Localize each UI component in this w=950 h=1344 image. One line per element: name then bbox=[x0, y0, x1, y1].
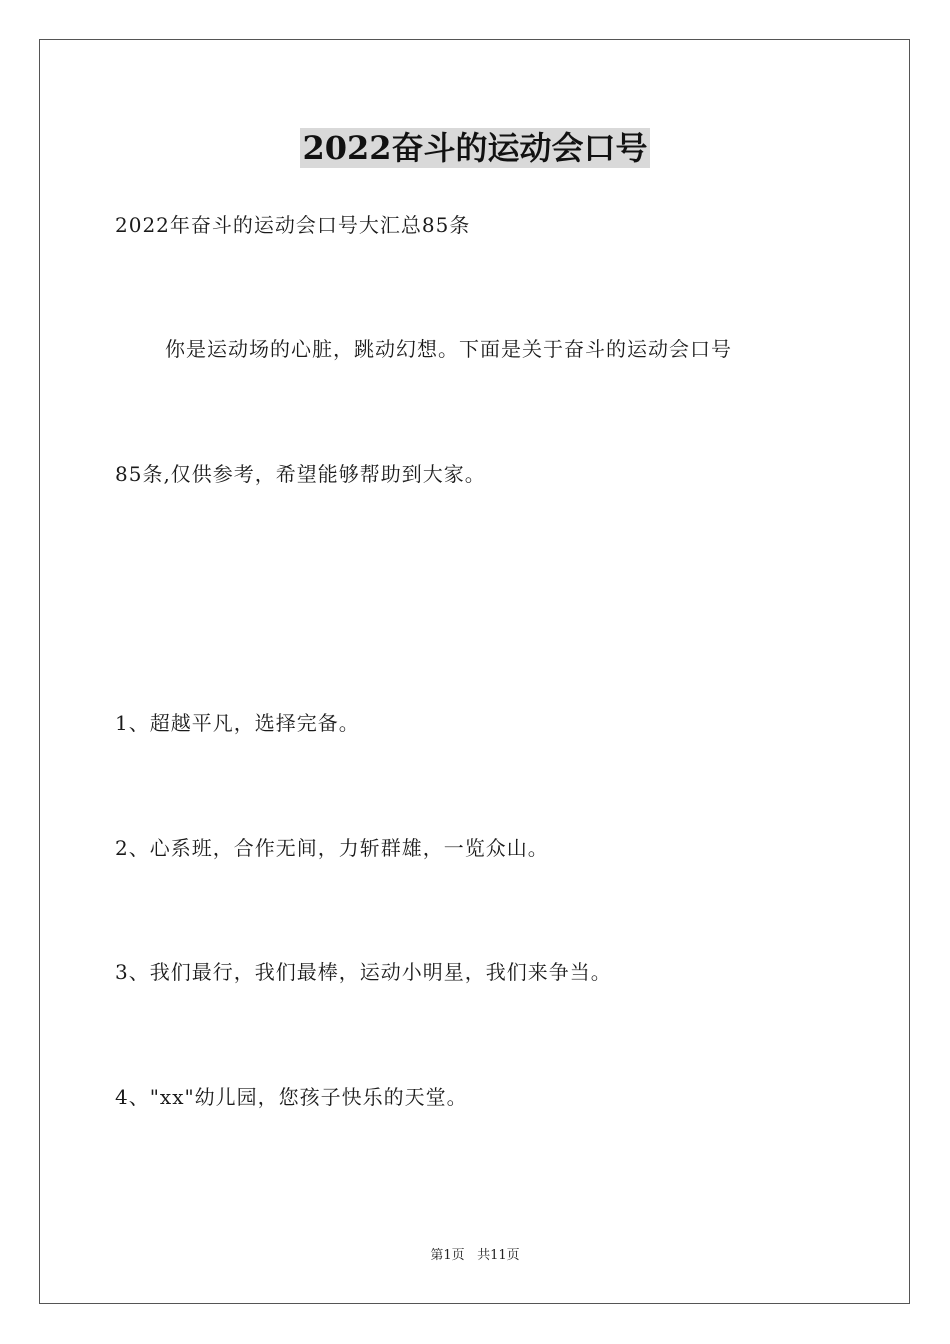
slogan-item-2: 2、心系班，合作无间，力斩群雄，一览众山。 bbox=[115, 836, 549, 860]
title-container bbox=[0, 128, 950, 168]
intro-paragraph-line-2: 85条,仅供参考，希望能够帮助到大家。 bbox=[115, 462, 486, 486]
slogan-item-3: 3、我们最行，我们最棒，运动小明星，我们来争当。 bbox=[115, 960, 612, 984]
intro-paragraph-line-1: 你是运动场的心脏，跳动幻想。下面是关于奋斗的运动会口号 bbox=[165, 337, 732, 361]
document-title: 2022奋斗的运动会口号 bbox=[302, 129, 648, 167]
slogan-item-1: 1、超越平凡，选择完备。 bbox=[115, 711, 360, 735]
page-number: 第1页 bbox=[430, 1248, 465, 1263]
document-subtitle: 2022年奋斗的运动会口号大汇总85条 bbox=[115, 213, 471, 237]
page-total: 共11页 bbox=[477, 1248, 520, 1263]
page-footer bbox=[0, 1247, 950, 1265]
slogan-item-4: 4、"xx"幼儿园，您孩子快乐的天堂。 bbox=[115, 1085, 468, 1109]
